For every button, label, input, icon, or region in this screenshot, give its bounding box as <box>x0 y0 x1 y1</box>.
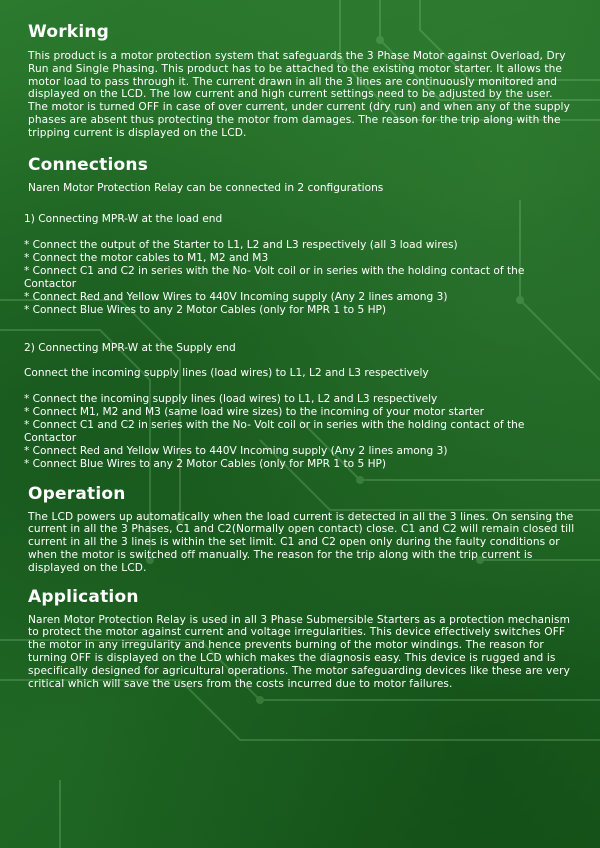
config1-title: 1) Connecting MPR-W at the load end <box>24 212 223 225</box>
list-item: * Connect Blue Wires to any 2 Motor Cables (only for MPR 1 to 5 HP) <box>24 303 387 316</box>
operation-heading: Operation <box>28 483 126 504</box>
working-body: This product is a motor protection system that safeguards the 3 Phase Motor against Overload, Dry Run and Single Phasing. This product has to be attached to the existing motor starter. It allows the motor load to pass through it. The current drawn in all the 3 lines are continuously monitored and displayed on the LCD. The low current and high current settings need to be adjusted by the user. The motor is turned OFF in case of over current, under current (dry run) and when any of the supply phases are absent thus protecting the motor from damages. The reason for the trip along with the tripping current is displayed on the LCD. <box>28 50 570 139</box>
list-item: * Connect the incoming supply lines (load wires) to L1, L2 and L3 respectively <box>24 392 438 405</box>
connections-heading: Connections <box>28 154 149 175</box>
list-item: * Connect the output of the Starter to L1, L2 and L3 respectively (all 3 load wires) <box>24 238 458 251</box>
list-item: * Connect C1 and C2 in series with the No- Volt coil or in series with the holding contact of the Contactor <box>24 418 525 444</box>
config2-note: Connect the incoming supply lines (load wires) to L1, L2 and L3 respectively <box>24 366 429 379</box>
operation-body: The LCD powers up automatically when the load current is detected in all the 3 lines. On sensing the current in all the 3 Phases, C1 and C2(Normally open contact) close. C1 and C2 will remain closed till current in all the 3 lines is within the set limit. C1 and C2 open only during the faulty conditions or when the motor is switched off manually. The reason for the trip along with the trip current is displayed on the LCD. <box>28 510 575 574</box>
application-body: Naren Motor Protection Relay is used in all 3 Phase Submersible Starters as a protection mechanism to protect the motor against current and voltage irregularities. This device effectively switches OFF the motor in any irregularity and hence prevents burning of the motor windings. The reason for turning OFF is displayed on the LCD which makes the diagnosis easy. This device is rugged and is specifically designed for agricultural operations. The motor safeguarding devices like these are very critical which will save the users from the costs incurred due to motor failures. <box>28 613 570 690</box>
config1-list <box>24 239 576 317</box>
list-item: * Connect Red and Yellow Wires to 440V Incoming supply (Any 2 lines among 3) <box>24 444 448 457</box>
list-item: * Connect the motor cables to M1, M2 and M3 <box>24 251 269 264</box>
list-item: * Connect C1 and C2 in series with the No- Volt coil or in series with the holding contact of the Contactor <box>24 264 525 290</box>
working-heading: Working <box>28 22 110 42</box>
config2-title: 2) Connecting MPR-W at the Supply end <box>24 341 236 354</box>
config2-list <box>24 393 576 471</box>
list-item: * Connect Red and Yellow Wires to 440V Incoming supply (Any 2 lines among 3) <box>24 290 448 303</box>
connections-intro: Naren Motor Protection Relay can be connected in 2 configurations <box>28 181 384 194</box>
list-item: * Connect M1, M2 and M3 (same load wire sizes) to the incoming of your motor starter <box>24 405 485 418</box>
application-heading: Application <box>28 586 139 607</box>
list-item: * Connect Blue Wires to any 2 Motor Cables (only for MPR 1 to 5 HP) <box>24 457 387 470</box>
